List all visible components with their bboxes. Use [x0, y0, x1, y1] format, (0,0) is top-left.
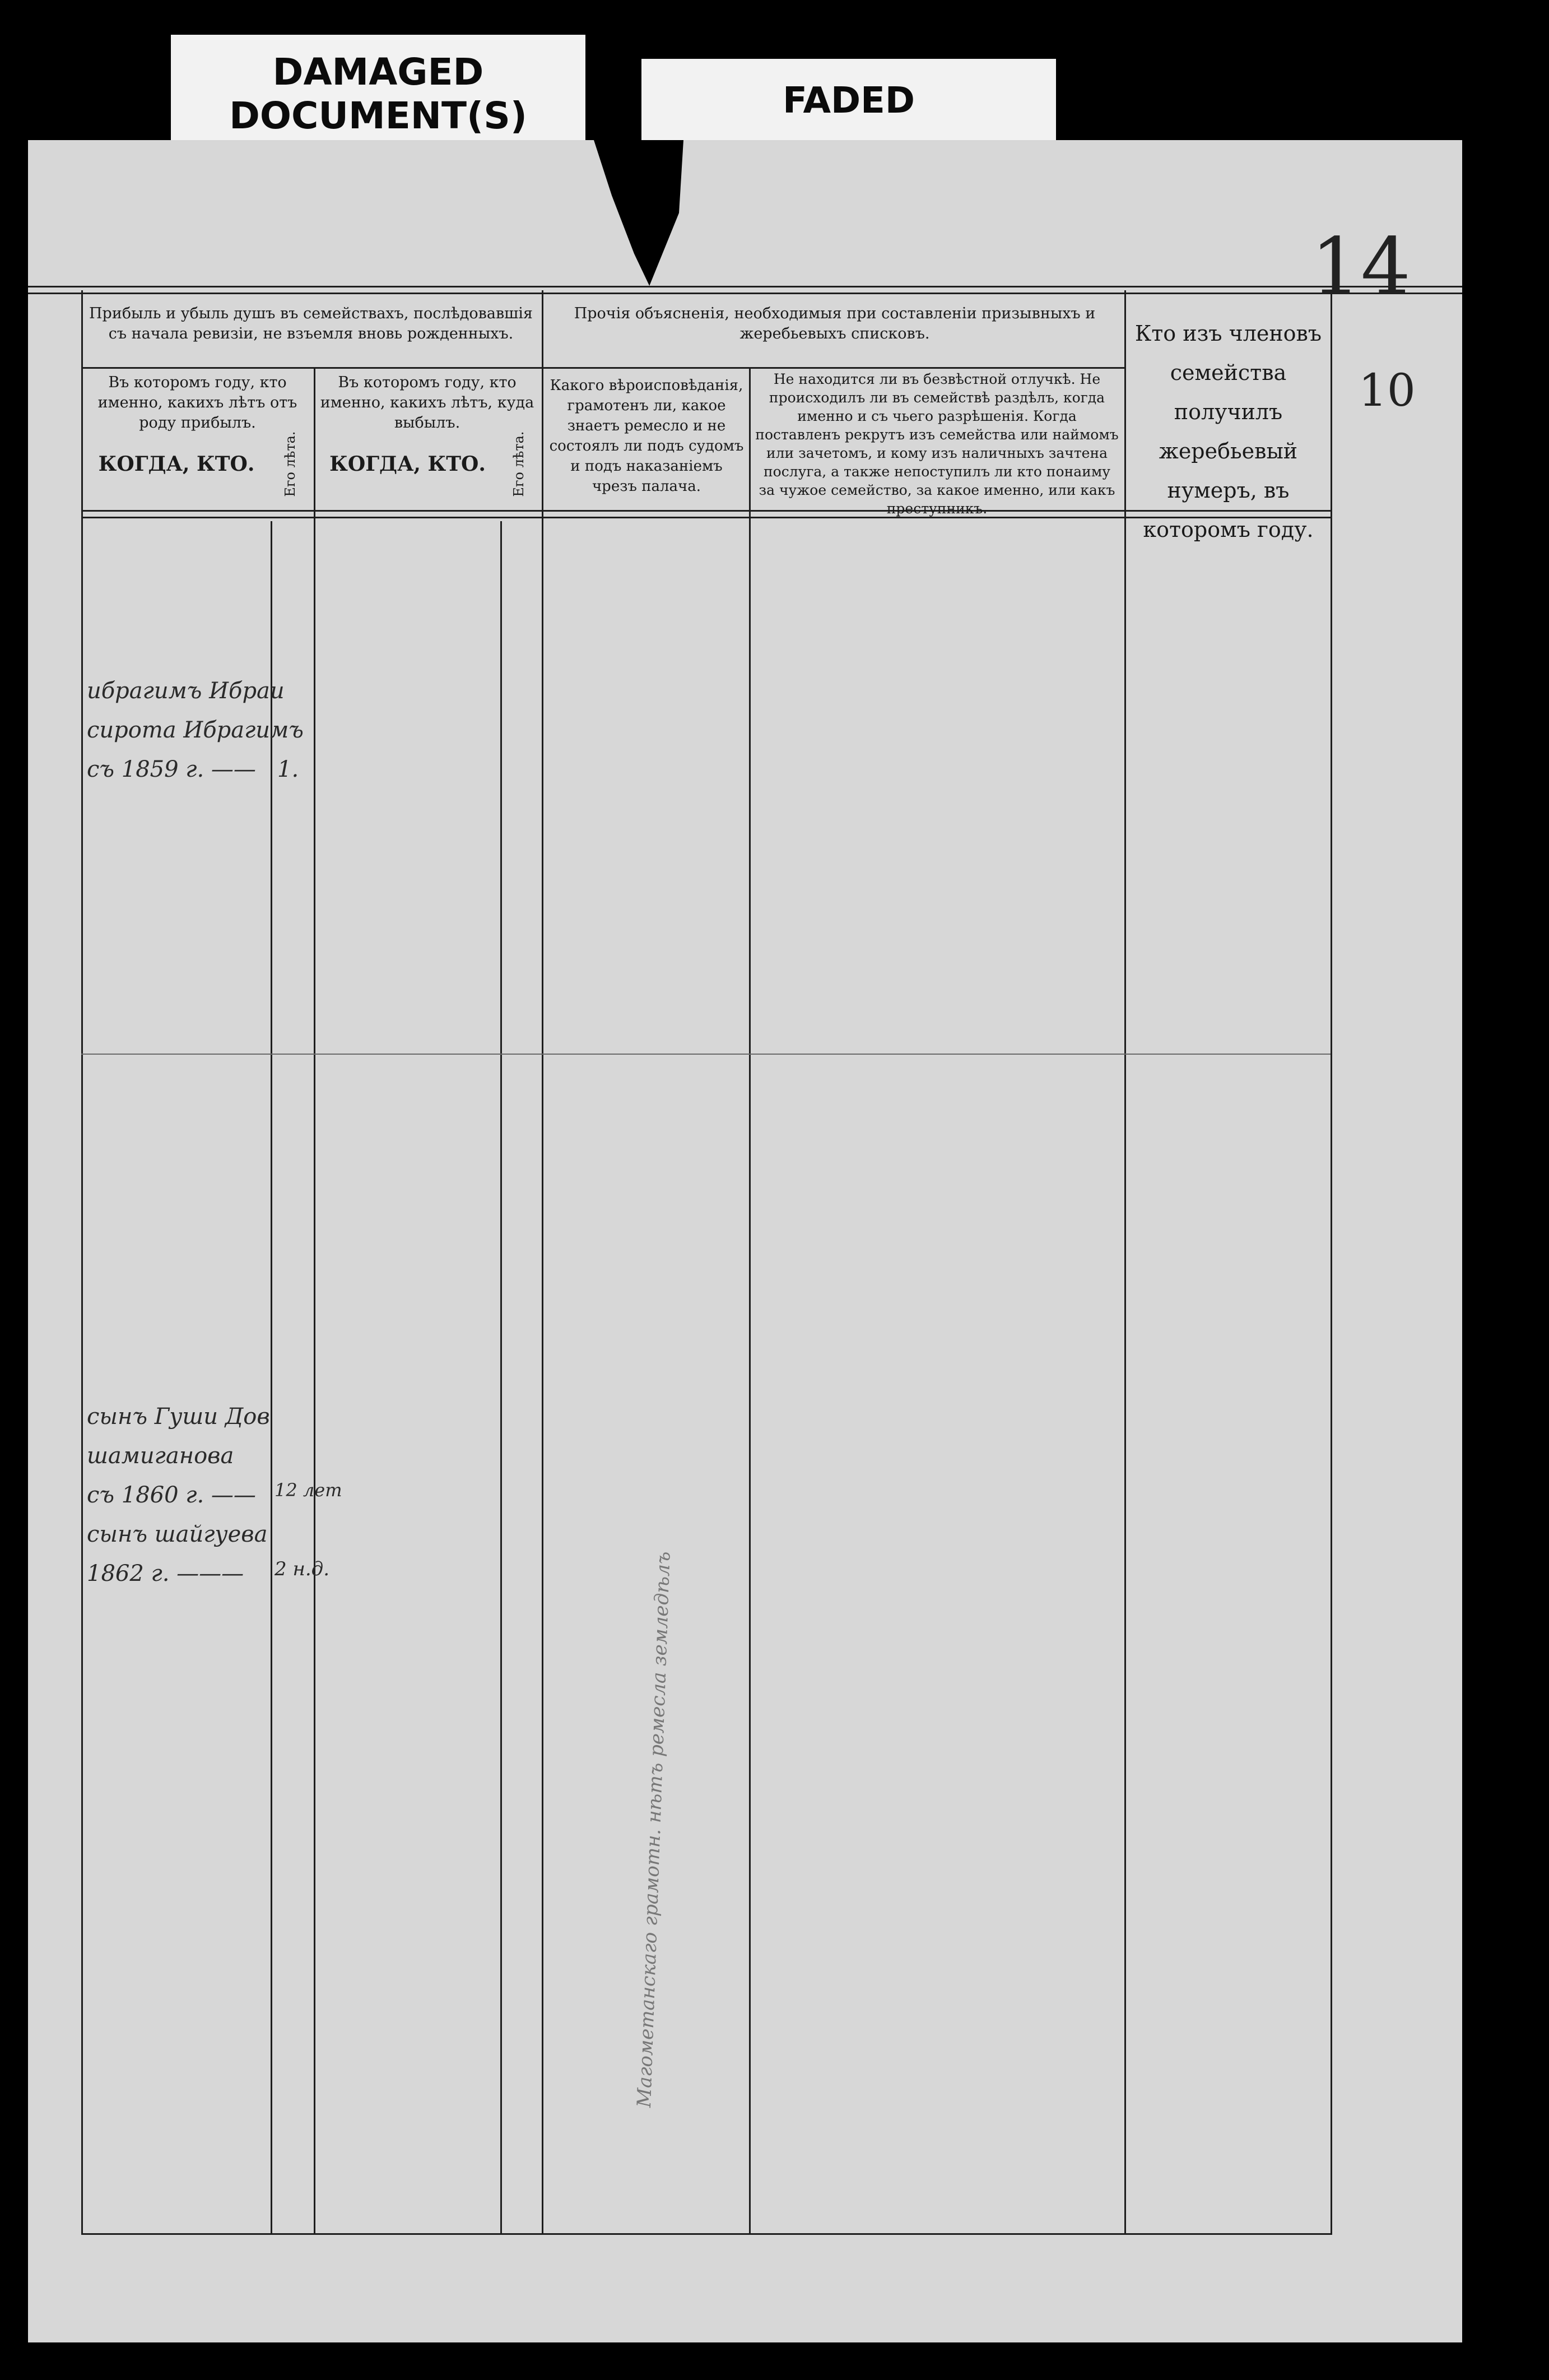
entry-2-age-1: 12 лет — [275, 1479, 342, 1501]
page-number: 14 — [1311, 221, 1411, 313]
entry-2-line-2: шамиганова — [87, 1443, 234, 1469]
entry-1-line-1: ибрагимъ Ибраи — [87, 678, 285, 704]
header-absence: Не находится ли въ безвѣстной отлучкѣ. Не происходилъ ли въ семействѣ раздѣлъ, когда именно и съ чьего разрѣшенія. Когда поставленъ рекрутъ изъ семейства или наймомъ или зачетомъ, и кому изъ наличныхъ зачтена послуга, а также непоступилъ ли кто понаиму за чужое семейство, за какое именно, или какъ преступникъ. — [755, 371, 1119, 517]
header-age-left: Его лѣта. — [511, 431, 527, 497]
header-lot-number: Кто изъ членовъ семейства получилъ жеребьевый нумеръ, въ которомъ году. — [1134, 321, 1322, 542]
header-left: Въ которомъ году, кто именно, какихъ лѣтъ, куда выбылъ. — [320, 374, 534, 432]
header-when-who-left: КОГДА, КТО. — [329, 452, 486, 476]
header-religion: Какого вѣроисповѣданія, грамотенъ ли, какое знаетъ ремесло и не состоялъ ли подъ судомъ и подъ наказаніемъ чрезъ палача. — [549, 377, 744, 495]
register-page — [28, 140, 1462, 2342]
faded-document-label: FADED — [641, 59, 1056, 157]
entry-1-age: 1. — [277, 757, 299, 782]
entry-2-age-2: 2 н.д. — [275, 1558, 329, 1580]
entry-2-line-5: 1862 г. ——— — [87, 1561, 244, 1586]
page-number-secondary: 10 — [1359, 364, 1416, 416]
damaged-document-label: DAMAGED DOCUMENT(S) — [171, 35, 585, 175]
header-when-who-arrived: КОГДА, КТО. — [98, 452, 255, 476]
pencil-annotation: Магометанскаго грамотн. нѣтъ ремесла земледѣлъ — [633, 1551, 675, 2108]
header-age-arrived: Его лѣта. — [282, 431, 298, 497]
entry-2-line-3: съ 1860 г. —— — [87, 1482, 256, 1508]
entry-1-line-2: сирота Ибрагимъ — [87, 717, 304, 743]
header-arrived: Въ которомъ году, кто именно, какихъ лѣтъ отъ роду прибылъ. — [97, 374, 297, 432]
entry-1-line-3: съ 1859 г. —— — [87, 757, 256, 782]
entry-2-line-1: сынъ Гуши Дов — [87, 1404, 270, 1430]
header-other-explanations: Прочія объясненія, необходимыя при составленіи призывныхъ и жеребьевыхъ списковъ. — [574, 305, 1096, 342]
entry-2-line-4: сынъ шайгуева — [87, 1521, 268, 1547]
header-gain-loss: Прибыль и убыль душъ въ семействахъ, послѣдовавшія съ начала ревизіи, не взъемля вновь рожденныхъ. — [89, 305, 533, 342]
